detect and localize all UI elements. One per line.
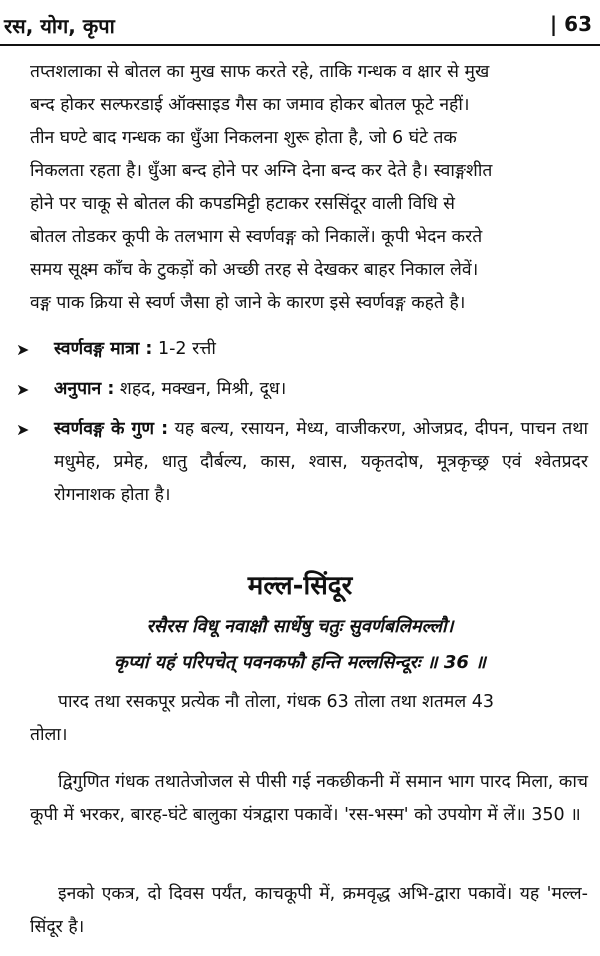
arrow-bullet-icon: ➤ <box>16 380 30 399</box>
bullet-properties <box>16 413 588 512</box>
page-number: | 63 <box>549 12 592 36</box>
intro-line: तीन घण्टे बाद गन्धक का धुँआ निकलना शुरू होता है, जो 6 घंटे तक <box>30 128 457 148</box>
verse-line-2: कृप्यां यहं परिपचेत् पवनकफौ हन्ति मल्लसिन्दूरः ॥ 36 ॥ <box>114 652 486 673</box>
bullet-label: अनुपान : <box>54 379 115 399</box>
method-paragraph: द्विगुणित गंधक तथातेजोजल से पीसी गई नकछीकनी में समान भाग पारद मिला, काच कूपी में भरकर, बारह-घंटे बालुका यंत्रद्वारा पकावें। 'रस-भस्म' को उपयोग में लें॥ 350 ॥ <box>30 772 588 825</box>
intro-paragraph <box>30 56 588 320</box>
bullet-anupan <box>16 373 588 406</box>
bullet-text: 1-2 रत्ती <box>152 339 216 359</box>
verse-line-1: रसैरस विधू नवाक्षौ सार्धेषु चतुः सुवर्णबलिमल्लौ। <box>146 616 454 637</box>
intro-line: होने पर चाकू से बोतल की कपडमिट्टी हटाकर रससिंदूर वाली विधि से <box>30 194 455 214</box>
intro-line: बोतल तोडकर कूपी के तलभाग से स्वर्णवङ्ग को निकालें। कूपी भेदन करते <box>30 227 483 247</box>
page-header <box>0 0 600 44</box>
ingredients-paragraph <box>30 686 588 752</box>
intro-line: समय सूक्ष्म काँच के टुकड़ों को अच्छी तरह से देखकर बाहर निकाल लेवें। <box>30 260 479 280</box>
bullet-text: शहद, मक्खन, मिश्री, दूध। <box>114 379 287 399</box>
ingredients-line: पारद तथा रसकपूर प्रत्येक नौ तोला, गंधक 63 तोला तथा शतमल 43 <box>58 692 495 712</box>
section-title: मल्ल-सिंदूर <box>247 571 353 601</box>
intro-line: बन्द होकर सल्फरडाई ऑक्साइड गैस का जमाव होकर बोतल फूटे नहीं। <box>30 95 470 115</box>
bullet-text: यह बल्य, रसायन, मेध्य, वाजीकरण, ओजप्रद, दीपन, पाचन तथा मधुमेह, प्रमेह, धातु दौर्बल्य, कास, श्वास, यकृतदोष, मूत्रकृच्छ्र एवं श्वेतप्रदर रोगनाशक होता है। <box>54 419 589 505</box>
intro-line: तप्तशलाका से बोतल का मुख साफ करते रहे, ताकि गन्धक व क्षार से मुख <box>30 62 490 82</box>
arrow-bullet-icon: ➤ <box>16 340 30 359</box>
bullet-dosage <box>16 333 588 366</box>
bullet-label: स्वर्णवङ्ग मात्रा : <box>54 339 153 359</box>
arrow-bullet-icon: ➤ <box>16 420 30 439</box>
header-rule <box>0 44 600 46</box>
running-title: रस, योग, कृपा <box>4 14 115 38</box>
bullet-label: स्वर्णवङ्ग के गुण : <box>54 419 169 439</box>
final-paragraph: इनको एकत्र, दो दिवस पर्यंत, काचकूपी में, क्रमवृद्ध अभि-द्वारा पकावें। यह 'मल्ल-सिंदूर है। <box>30 884 588 937</box>
intro-line: वङ्ग पाक क्रिया से स्वर्ण जैसा हो जाने के कारण इसे स्वर्णवङ्ग कहते है। <box>30 293 466 313</box>
intro-line: निकलता रहता है। धुँआ बन्द होने पर अग्नि देना बन्द कर देते है। स्वाङ्गशीत <box>30 161 493 181</box>
ingredients-line: तोला। <box>30 725 68 745</box>
